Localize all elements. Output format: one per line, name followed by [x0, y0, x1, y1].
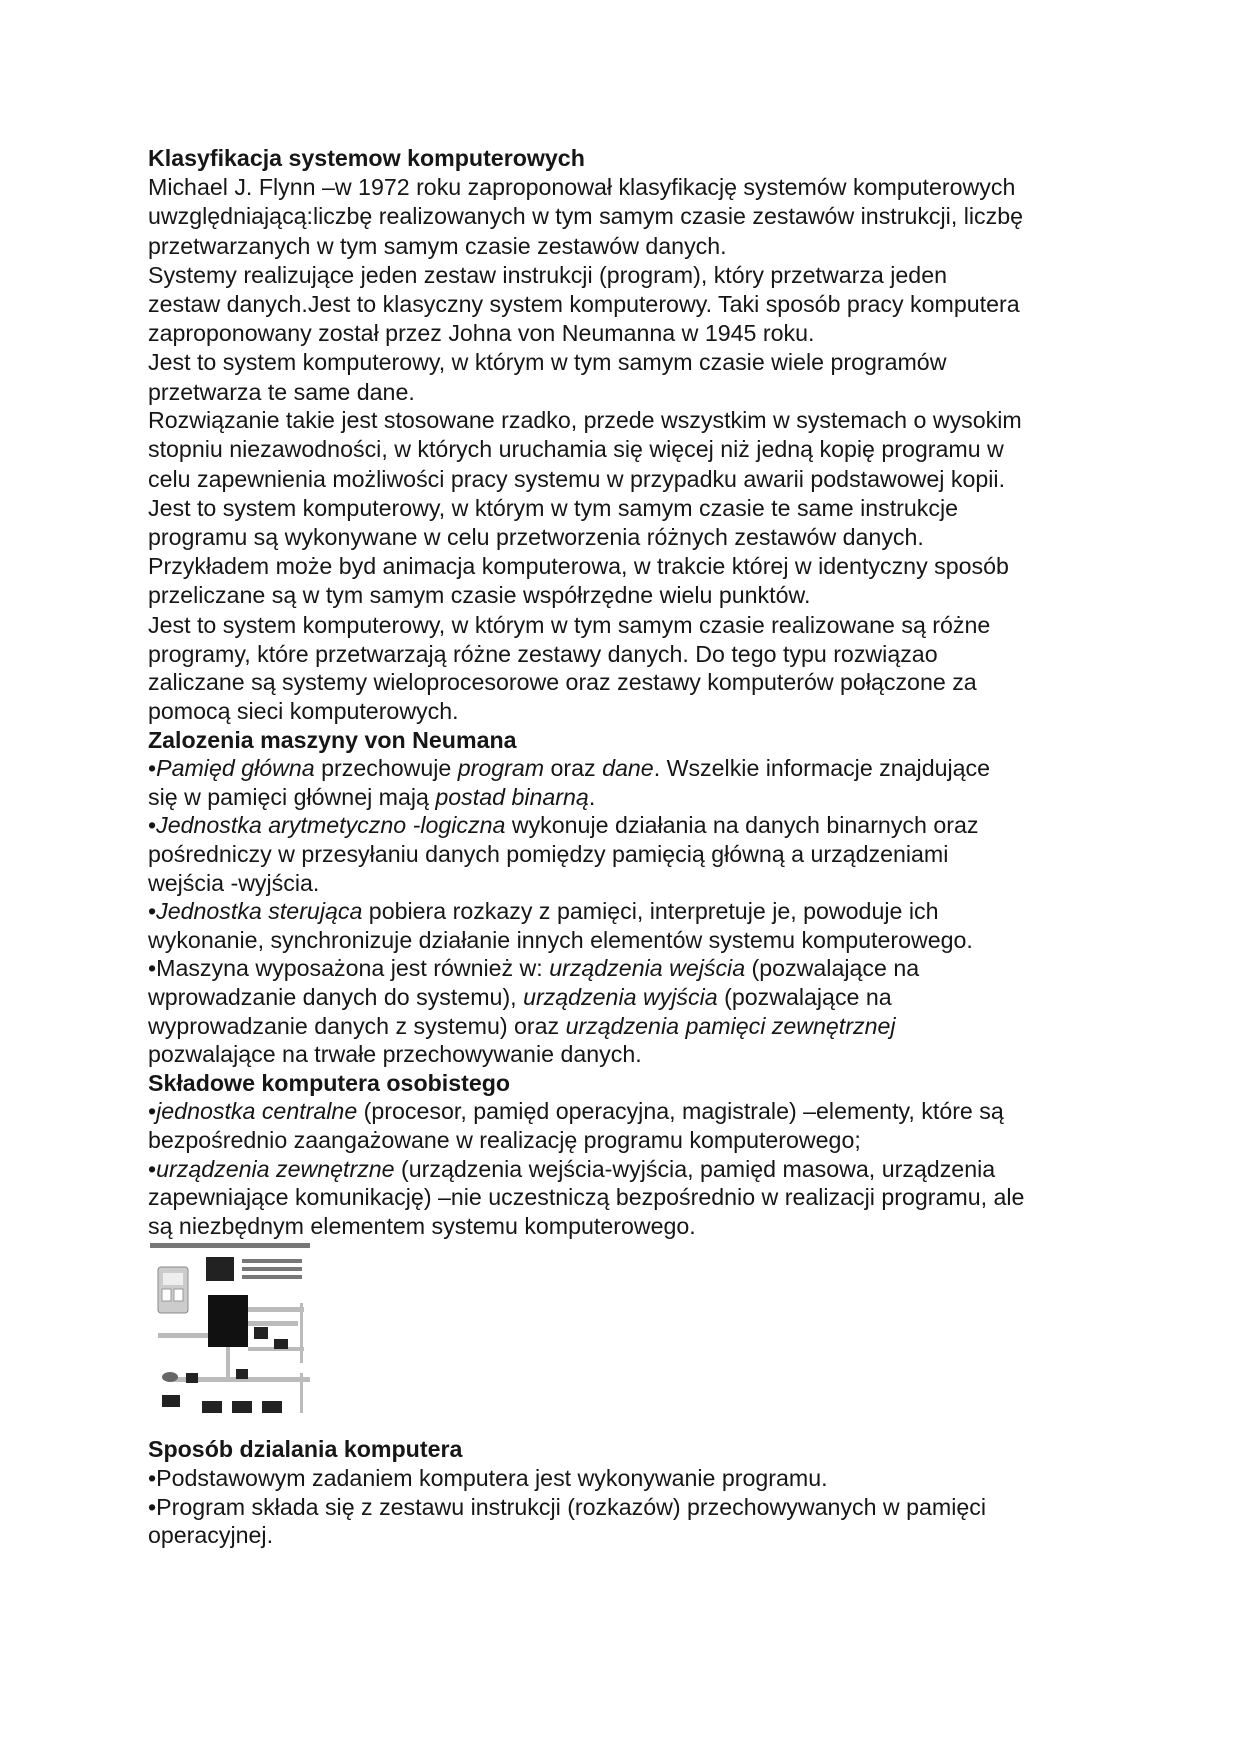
paragraph-line: stopniu niezawodności, w których uruchamia się więcej niż jedną kopię programu w	[148, 436, 1004, 463]
term-program: program	[457, 755, 545, 782]
term-central-unit: jednostka centralne	[156, 1098, 358, 1125]
paragraph-line: Przykładem może byd animacja komputerowa, w trakcie której w identyczny sposób	[148, 553, 1009, 580]
text-run: przechowuje	[314, 755, 458, 782]
term-peripherals: urządzenia zewnętrzne	[156, 1155, 395, 1182]
paragraph-line: zaliczane są systemy wieloprocesorowe oraz zestawy komputerów połączone za	[148, 669, 977, 696]
paragraph-line: przetwarza te same dane.	[148, 378, 415, 405]
paragraph-line: uwzględniającą:liczbę realizowanych w tym samym czasie zestawów instrukcji, liczbę	[148, 203, 1023, 230]
text-run: wyprowadzanie danych z systemu) oraz	[148, 1012, 566, 1039]
paragraph-line: przetwarzanych w tym samym czasie zestawów danych.	[148, 232, 727, 259]
bullet-peripherals	[148, 1155, 1108, 1184]
paragraph-line: przeliczane są w tym samym czasie współrzędne wielu punktów.	[148, 582, 811, 609]
term-output-devices: urządzenia wyjścia	[523, 983, 718, 1010]
text-run: Podstawowym zadaniem komputera jest wykonywanie programu.	[156, 1464, 828, 1491]
term-data: dane	[602, 755, 654, 782]
text-run: (pozwalające na	[717, 983, 892, 1010]
paragraph-line: pozwalające na trwałe przechowywanie danych.	[148, 1041, 642, 1068]
paragraph-line: zaproponowany został przez Johna von Neumanna w 1945 roku.	[148, 320, 815, 347]
text-run: Maszyna wyposażona jest również w:	[156, 955, 550, 982]
text-run: (urządzenia wejścia-wyjścia, pamięd masowa, urządzenia	[394, 1155, 996, 1182]
figure-title-bar	[150, 1243, 310, 1248]
paragraph-line: bezpośrednio zaangażowane w realizację programu komputerowego;	[148, 1126, 861, 1153]
bullet-program-structure	[148, 1493, 1108, 1522]
heading-classification: Klasyfikacja systemow komputerowych	[148, 145, 585, 171]
bullet-glyph: •	[148, 898, 157, 925]
bullet-central-unit	[148, 1097, 1108, 1126]
bullet-main-memory	[148, 754, 1108, 783]
paragraph-line: zestaw danych.Jest to klasyczny system komputerowy. Taki sposób pracy komputera	[148, 291, 1020, 318]
paragraph-line: Jest to system komputerowy, w którym w tym samym czasie te same instrukcje	[148, 494, 959, 521]
heading-how-computer-works: Sposób dzialania komputera	[148, 1436, 463, 1463]
term-main-memory: Pamięd główna	[156, 755, 315, 782]
paragraph-line: programy, które przetwarzają różne zestawy danych. Do tego typu rozwiązao	[148, 640, 938, 667]
paragraph-line: Rozwiązanie takie jest stosowane rzadko, przede wszystkim w systemach o wysokim	[148, 407, 1022, 434]
text-run: pobiera rozkazy z pamięci, interpretuje je, powoduje ich	[362, 898, 939, 925]
paragraph-line: zapewniające komunikację) –nie uczestniczą bezpośrednio w realizacji programu, ale	[148, 1184, 1025, 1211]
paragraph-line: celu zapewnienia możliwości pracy systemu w przypadku awarii podstawowej kopii.	[148, 465, 1006, 492]
bullet-alu	[148, 811, 1108, 840]
bullet-glyph: •	[148, 1464, 157, 1491]
text-run: się w pamięci głównej mają	[148, 783, 436, 810]
bullet-glyph: •	[148, 812, 157, 839]
paragraph-line: są niezbędnym elementem systemu komputerowego.	[148, 1212, 696, 1239]
paragraph-line: programu są wykonywane w celu przetworzenia różnych zestawów danych.	[148, 524, 924, 551]
term-external-memory: urządzenia pamięci zewnętrznej	[565, 1012, 896, 1039]
bullet-io-devices	[148, 954, 1108, 983]
bullet-glyph: •	[148, 1098, 157, 1125]
paragraph-line: Systemy realizujące jeden zestaw instrukcji (program), który przetwarza jeden	[148, 261, 947, 288]
heading-von-neumann: Zalozenia maszyny von Neumana	[148, 726, 517, 753]
paragraph-line: Jest to system komputerowy, w którym w tym samym czasie realizowane są różne	[148, 611, 991, 638]
paragraph-line	[148, 783, 1108, 812]
paragraph-line: wejścia -wyjścia.	[148, 869, 320, 896]
bullet-glyph: •	[148, 1155, 157, 1182]
figure-monitor-icon	[158, 1267, 188, 1313]
text-run: .	[588, 783, 596, 810]
document-body	[148, 144, 1108, 1550]
figure-processor-block	[206, 1257, 234, 1281]
term-binary-form: postad binarną	[435, 783, 589, 810]
paragraph-line	[148, 1012, 1108, 1041]
text-run: (procesor, pamięd operacyjna, magistrale) –elementy, które są	[357, 1098, 1004, 1125]
paragraph-line	[148, 983, 1108, 1012]
text-run: oraz	[544, 755, 603, 782]
bullet-glyph: •	[148, 1493, 157, 1520]
text-run: Program składa się z zestawu instrukcji (rozkazów) przechowywanych w pamięci	[156, 1493, 987, 1520]
term-control-unit: Jednostka sterująca	[156, 898, 363, 925]
heading-pc-components: Składowe komputera osobistego	[148, 1069, 511, 1096]
bullet-control-unit	[148, 897, 1108, 926]
term-alu: Jednostka arytmetyczno -logiczna	[156, 812, 506, 839]
paragraph-line: Jest to system komputerowy, w którym w tym samym czasie wiele programów	[148, 349, 947, 376]
text-run: (pozwalające na	[745, 955, 920, 982]
paragraph-line: wykonanie, synchronizuje działanie innych elementów systemu komputerowego.	[148, 926, 973, 953]
paragraph-line: Michael J. Flynn –w 1972 roku zaproponował klasyfikację systemów komputerowych	[148, 174, 1016, 201]
paragraph-line: pomocą sieci komputerowych.	[148, 698, 459, 725]
term-input-devices: urządzenia wejścia	[549, 955, 746, 982]
computer-architecture-figure	[150, 1243, 330, 1419]
bullet-main-task	[148, 1464, 1108, 1493]
paragraph-line: pośredniczy w przesyłaniu danych pomiędzy pamięcią główną a urządzeniami	[148, 841, 949, 867]
text-run: wykonuje działania na danych binarnych oraz	[505, 812, 979, 839]
paragraph-line: operacyjnej.	[148, 1522, 274, 1549]
bullet-glyph: •	[148, 955, 157, 982]
bullet-glyph: •	[148, 755, 157, 782]
figure-memory-modules	[242, 1259, 302, 1279]
text-run: wprowadzanie danych do systemu),	[148, 983, 524, 1010]
text-run: . Wszelkie informacje znajdujące	[653, 755, 991, 782]
figure-chipset-block	[208, 1295, 248, 1347]
